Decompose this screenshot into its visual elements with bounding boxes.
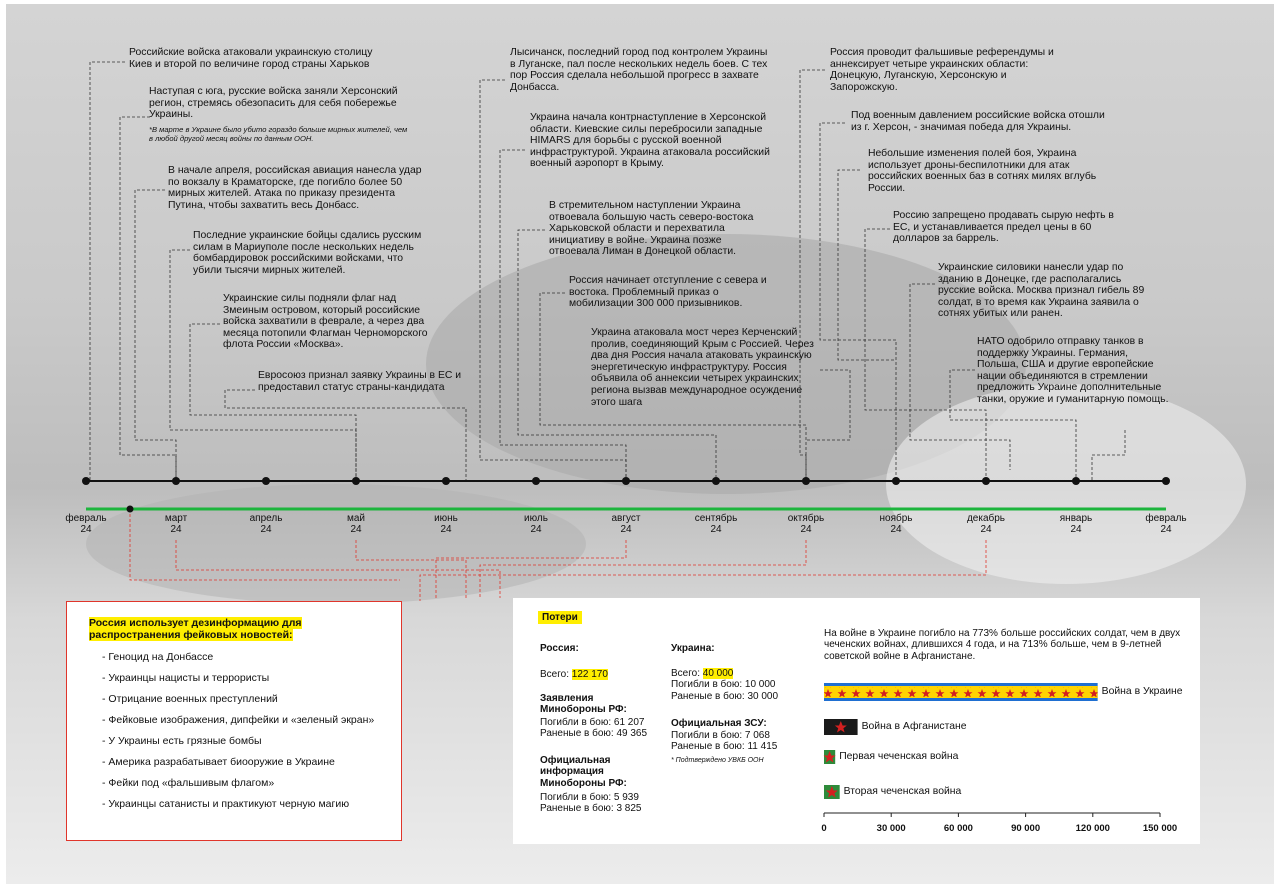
month-name: июль xyxy=(524,513,548,524)
disinfo-item: - Фейки под «фальшивым флагом» xyxy=(102,777,275,789)
month-label xyxy=(496,513,576,535)
russia-mod-title: Заявления Минобороны РФ: xyxy=(540,693,627,716)
month-name: май xyxy=(346,513,366,524)
losses-panel xyxy=(513,598,1200,844)
ukraine-header: Украина: xyxy=(671,643,715,654)
event-text: Россию запрещено продавать сырую нефть в ЕС, и устанавливается предел цены в 60 долларов за баррель. xyxy=(893,210,1114,245)
russia-total: Всего: 122 170 xyxy=(540,669,608,680)
timeline-event xyxy=(851,110,1116,133)
month-name: октябрь xyxy=(787,513,825,524)
disinfo-box xyxy=(66,601,402,841)
month-label xyxy=(946,513,1026,535)
month-label xyxy=(406,513,486,535)
event-text: Россия проводит фальшивые референдумы и аннексирует четыре украинских области: Донецкую, Луганскую, Херсонскую и Запорожскую. xyxy=(830,47,1054,93)
x-tick-label: 0 xyxy=(821,823,827,834)
x-tick-label: 90 000 xyxy=(1011,823,1041,834)
event-text: В стремительном наступлении Украина отвоевала большую часть северо-востока Харьковской области и перехватила инициативу в войне. Украина позже отвоевала Лиман в Донецкой области. xyxy=(549,200,754,258)
ukraine-off-title: Официальная ЗСУ: xyxy=(671,718,767,729)
event-text: Евросоюз признал заявку Украины в ЕС и предоставил статус страны-кандидата xyxy=(258,370,462,393)
russia-mod-figures: Погибли в бою: 61 207 Раненые в бою: 49 365 xyxy=(540,717,648,740)
x-tick-label: 120 000 xyxy=(1075,823,1110,834)
month-label xyxy=(316,513,396,535)
month-name: январь xyxy=(1059,513,1093,524)
bar-label: Первая чеченская война xyxy=(839,751,959,762)
month-year: 24 xyxy=(710,524,722,535)
disinfo-item: - Фейковые изображения, дипфейки и «зеленый экран» xyxy=(102,714,375,726)
month-label xyxy=(1126,513,1206,535)
month-name: сентябрь xyxy=(694,513,738,524)
month-label xyxy=(46,513,126,535)
timeline-event xyxy=(129,47,394,70)
month-name: февраль xyxy=(1145,513,1187,524)
timeline-event xyxy=(530,112,780,170)
timeline-event xyxy=(510,47,775,93)
timeline-event xyxy=(258,370,473,393)
timeline-event xyxy=(168,165,430,211)
bar-label: Война в Украине xyxy=(1101,686,1183,697)
timeline-event xyxy=(868,148,1100,194)
disinfo-item: - Геноцид на Донбассе xyxy=(102,651,214,663)
disinfo-title: Россия использует дезинформацию для распространения фейковых новостей: xyxy=(89,617,302,641)
timeline-event xyxy=(223,293,433,351)
month-name: июнь xyxy=(434,513,458,524)
disinfo-item: - У Украины есть грязные бомбы xyxy=(102,735,262,747)
bar-stars xyxy=(824,687,1098,697)
month-name: август xyxy=(611,513,641,524)
timeline-event xyxy=(977,336,1171,406)
month-year: 24 xyxy=(80,524,92,535)
event-text: Небольшие изменения полей боя, Украина использует дроны-беспилотники для атак российских военных баз в сотнях милях вглубь России. xyxy=(868,148,1097,194)
x-tick-label: 60 000 xyxy=(943,823,973,834)
month-label xyxy=(1036,513,1116,535)
timeline-event xyxy=(193,230,431,276)
month-year: 24 xyxy=(350,524,362,535)
month-name: март xyxy=(164,513,188,524)
disinfo-item: - Америка разрабатывает биооружие в Украине xyxy=(102,756,335,768)
event-text: Украинские силовики нанесли удар по зданию в Донецке, где располагались русские войска. Москва признал гибель 89 солдат, в то время как Украина заявила о сотнях убитых или ранен. xyxy=(938,262,1145,320)
timeline-event xyxy=(938,262,1150,320)
event-text: Россия начинает отступление с севера и востока. Проблемный приказ о мобилизации 300 000 призывников. xyxy=(569,275,767,310)
month-label xyxy=(586,513,666,535)
disinfo-item: - Отрицание военных преступлений xyxy=(102,693,278,705)
month-year: 24 xyxy=(530,524,542,535)
month-name: февраль xyxy=(65,513,107,524)
month-label xyxy=(136,513,216,535)
month-year: 24 xyxy=(980,524,992,535)
event-text: Украина начала контрнаступление в Херсонской области. Киевские силы перебросили западные HIMARS для борьбы с русской военной инфраструктурой. Украина атаковала российский военный аэропорт в Крыму. xyxy=(530,112,770,170)
month-name: апрель xyxy=(249,513,283,524)
disinfo-item: - Украинцы нацисты и террористы xyxy=(102,672,270,684)
bar-label: Вторая чеченская война xyxy=(843,786,962,797)
month-label xyxy=(676,513,756,535)
event-text: Российские войска атаковали украинскую столицу Киев и второй по величине город страны Харьков xyxy=(129,47,373,70)
month-label xyxy=(766,513,846,535)
losses-bar-chart xyxy=(513,598,1200,844)
chart-note: На войне в Украине погибло на 773% больше российских солдат, чем в двух чеченских войнах, длившихся 4 года, и на 713% больше, чем в 9-летней советской войне в Афганистане. xyxy=(824,628,1181,662)
month-year: 24 xyxy=(890,524,902,535)
timeline-event xyxy=(591,327,821,408)
timeline-event xyxy=(549,200,764,258)
event-text: Последние украинские бойцы сдались русским силам в Мариуполе после нескольких недель бомбардировок российскими войсками, что убили тысячи мирных жителей. xyxy=(193,230,422,276)
month-year: 24 xyxy=(1070,524,1082,535)
event-text: Под военным давлением российские войска отошли из г. Херсон, - значимая победа для Украины. xyxy=(851,110,1105,133)
disinfo-item: - Украинцы сатанисты и практикуют черную магию xyxy=(102,798,350,810)
event-text: Наступая с юга, русские войска заняли Херсонский регион, стремясь обезопасить для себя побережье Украины. xyxy=(149,86,398,121)
event-note: *В марте в Украине было убито гораздо больше мирных жителей, чем в любой другой месяц войны по данным ООН. xyxy=(149,124,408,144)
month-year: 24 xyxy=(800,524,812,535)
disinfo-list xyxy=(102,651,374,819)
russia-off-figures: Погибли в бою: 5 939 Раненые в бою: 3 825 xyxy=(540,792,642,815)
russia-header: Россия: xyxy=(540,643,579,654)
timeline-event xyxy=(569,275,769,310)
month-year: 24 xyxy=(440,524,452,535)
ukraine-total: Всего: 40 000 Погибли в бою: 10 000 Раненые в бою: 30 000 xyxy=(671,668,779,702)
timeline-event xyxy=(893,210,1133,245)
event-text: В начале апреля, российская авиация нанесла удар по вокзалу в Краматорске, где погибло более 50 мирных жителей. Атака по приказу президента Путина, чтобы захватить весь Донбасс. xyxy=(168,165,422,211)
month-label xyxy=(856,513,936,535)
timeline-event xyxy=(830,47,1070,93)
event-text: НАТО одобрило отправку танков в поддержку Украины. Германия, Польша, США и другие европейские нации объединяются в стремлении предложить Украине дополнительные танки, оружие и гуманитарную помощь. xyxy=(977,336,1169,405)
ukraine-footnote: * Подтверждено УВКБ ООН xyxy=(671,757,764,764)
month-year: 24 xyxy=(170,524,182,535)
losses-title: Потери xyxy=(538,612,582,623)
x-tick-label: 30 000 xyxy=(876,823,906,834)
timeline-event xyxy=(149,86,409,144)
event-text: Лысичанск, последний город под контролем Украины в Луганске, пал после нескольких недель боев. С тех пор Россия сделала небольшой прогресс в захвате Донбасса. xyxy=(510,47,768,93)
month-name: декабрь xyxy=(966,513,1006,524)
event-text: Украина атаковала мост через Керченский пролив, соединяющий Крым с Россией. Через два дня Россия начала атаковать украинскую энергетическую инфраструктуру. Россия объявила об аннексии четырех украинских региона вызвав международное осуждение этого шага xyxy=(591,327,814,408)
event-text: Украинские силы подняли флаг над Змеиным островом, который российские войска захватили в феврале, а через два месяца потопили Флагман Черноморского флота России «Москва». xyxy=(223,293,428,351)
russia-off-title: Официальная информация Минобороны РФ: xyxy=(540,755,627,789)
bar-label: Война в Афганистане xyxy=(861,721,967,732)
month-name: ноябрь xyxy=(879,513,913,524)
ukraine-off-figures: Погибли в бою: 7 068 Раненые в бою: 11 415 xyxy=(671,730,778,753)
month-year: 24 xyxy=(620,524,632,535)
x-tick-label: 150 000 xyxy=(1142,823,1178,834)
month-year: 24 xyxy=(260,524,272,535)
month-label xyxy=(226,513,306,535)
month-year: 24 xyxy=(1160,524,1172,535)
